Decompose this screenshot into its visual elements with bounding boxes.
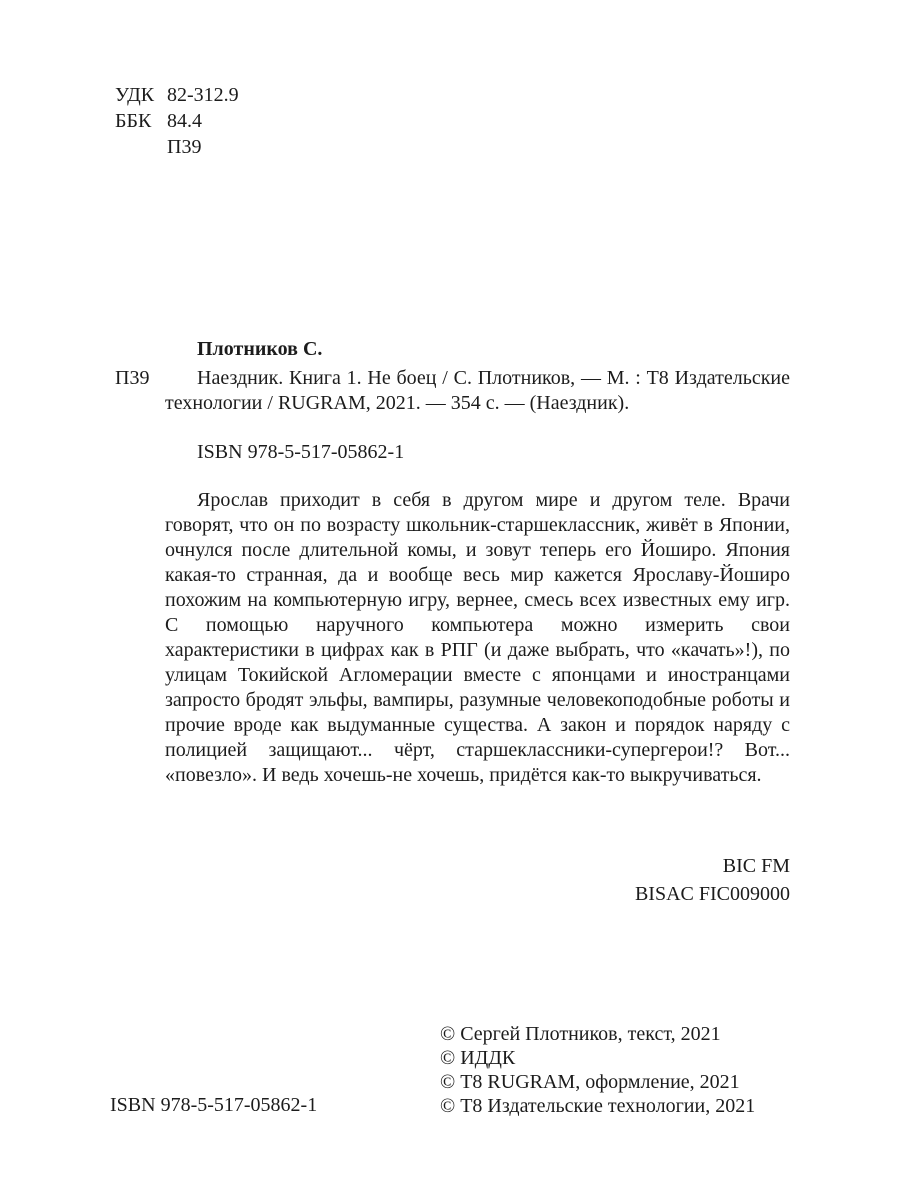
- bbk-line: [115, 108, 239, 134]
- isbn-top: ISBN 978-5-517-05862-1: [197, 441, 405, 463]
- subject-codes: [635, 852, 790, 908]
- copyright-line-author: © Сергей Плотников, текст, 2021: [440, 1023, 721, 1045]
- bic-code: BIC FM: [722, 855, 790, 877]
- annotation-text: Ярослав приходит в себя в другом мире и другом теле. Врачи говорят, что он по возрасту школьник-старшеклассник, живёт в Японии, очнулся после длительной комы, и зовут теперь его Йоширо. Япония какая-то странная, да и вообще весь мир кажется Ярославу-Йоширо похожим на компьютерную игру, вернее, смесь всех известных ему игр. С помощью наручного компьютера можно измерить свои характеристики в цифрах как в РПГ (и даже выбрать, что «качать»!), по улицам Токийской Агломерации вместе с японцами и иностранцами запросто бродят эльфы, вампиры, разумные человекоподобные роботы и прочие вроде как выдуманные существа. А закон и порядок наряду с полицией защищают... чёрт, старшеклассники-супергерои!? Вот... «повезло». И ведь хочешь-не хочешь, придётся как-то выкручиваться.: [165, 489, 790, 786]
- copyright-line-t8: © Т8 Издательские технологии, 2021: [440, 1095, 756, 1117]
- copyright-line-iddk: © ИДДК: [440, 1047, 516, 1069]
- udk-line: [115, 82, 239, 108]
- biblio-margin-code: П39: [115, 367, 150, 389]
- author-heading: Плотников С.: [197, 338, 323, 360]
- bbk-value: 84.4: [167, 110, 202, 132]
- isbn-bottom: ISBN 978-5-517-05862-1: [110, 1094, 318, 1116]
- bbk-label: ББК: [115, 110, 152, 132]
- copyright-line-rugram: © Т8 RUGRAM, оформление, 2021: [440, 1071, 740, 1093]
- udk-value: 82-312.9: [167, 84, 239, 106]
- author-sign-line: [115, 134, 239, 160]
- bibliographic-entry: [115, 366, 790, 416]
- copyright-block: [440, 1022, 755, 1118]
- udk-label: УДК: [115, 84, 155, 106]
- classification-codes: [115, 82, 239, 160]
- biblio-text: Наездник. Книга 1. Не боец / С. Плотников, — М. : Т8 Издательские технологии / RUGRAM, 2021. — 354 с. — (Наездник).: [165, 367, 790, 414]
- bisac-code: BISAC FIC009000: [634, 883, 790, 905]
- author-sign-code: П39: [167, 136, 202, 158]
